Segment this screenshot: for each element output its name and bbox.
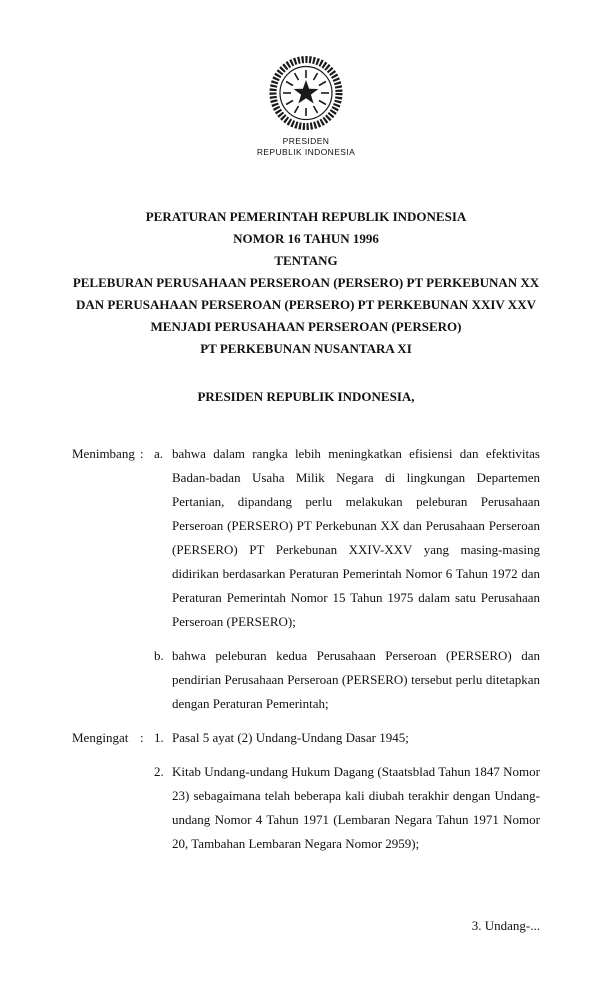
consideration-item-a bbox=[72, 442, 540, 634]
title-line-subject-4: PT PERKEBUNAN NUSANTARA XI bbox=[200, 341, 412, 356]
title-line-tentang: TENTANG bbox=[274, 253, 338, 268]
section-label-mengingat: Mengingat bbox=[72, 730, 129, 745]
document-title bbox=[72, 206, 540, 360]
title-line-number: NOMOR 16 TAHUN 1996 bbox=[233, 231, 379, 246]
item-marker: a. bbox=[154, 446, 164, 461]
state-emblem-icon bbox=[267, 56, 345, 130]
title-line-regulation: PERATURAN PEMERINTAH REPUBLIK INDONESIA bbox=[145, 209, 467, 224]
item-text: Kitab Undang-undang Hukum Dagang (Staatsblad Tahun 1847 Nomor 23) sebagaimana telah beberapa kali diubah terakhir dengan Undang-undang Nomor 4 Tahun 1971 (Lembaran Negara Tahun 1971 Nomor 20, Tambahan Lembaran Negara Nomor 2959); bbox=[172, 764, 540, 851]
separator-colon: : bbox=[140, 730, 144, 745]
item-marker: 1. bbox=[154, 730, 164, 745]
item-text: bahwa peleburan kedua Perusahaan Perseroan (PERSERO) dan pendirian Perusahaan Perseroan (PERSERO) tersebut perlu ditetapkan dengan Peraturan Pemerintah; bbox=[172, 648, 540, 711]
title-line-subject-3: MENJADI PERUSAHAAN PERSEROAN (PERSERO) bbox=[150, 319, 462, 334]
section-label-menimbang: Menimbang bbox=[72, 446, 135, 461]
letterhead-line2: REPUBLIK INDONESIA bbox=[256, 147, 356, 157]
item-marker: b. bbox=[154, 648, 164, 663]
title-line-subject-2: DAN PERUSAHAAN PERSEROAN (PERSERO) PT PERKEBUNAN XXIV XXV bbox=[76, 297, 536, 312]
separator-colon: : bbox=[140, 446, 144, 461]
title-line-subject-1: PELEBURAN PERUSAHAAN PERSEROAN (PERSERO) PT PERKEBUNAN XX bbox=[72, 275, 540, 290]
letterhead-line1: PRESIDEN bbox=[282, 136, 330, 146]
page-catchword: 3. Undang-... bbox=[471, 918, 540, 933]
item-marker: 2. bbox=[154, 764, 164, 779]
item-text: Pasal 5 ayat (2) Undang-Undang Dasar 1945; bbox=[172, 730, 409, 745]
consideration-item-b bbox=[72, 644, 540, 716]
legal-basis-item-2 bbox=[72, 760, 540, 856]
legal-basis-item-1 bbox=[72, 726, 540, 750]
letterhead bbox=[72, 56, 540, 158]
item-text: bahwa dalam rangka lebih meningkatkan efisiensi dan efektivitas Badan-badan Usaha Milik Negara di lingkungan Departemen Pertanian, dipandang perlu melakukan peleburan Perusahaan Perseroan (PERSERO) PT Perkebunan XX dan Perusahaan Perseroan (PERSERO) PT Perkebunan XXIV-XXV yang masing-masing didirikan berdasarkan Peraturan Pemerintah Nomor 6 Tahun 1972 dan Peraturan Pemerintah Nomor 15 Tahun 1975 dalam satu Perusahaan Perseroan (PERSERO); bbox=[172, 446, 540, 629]
salutation: PRESIDEN REPUBLIK INDONESIA, bbox=[197, 389, 415, 404]
document-body bbox=[72, 442, 540, 856]
